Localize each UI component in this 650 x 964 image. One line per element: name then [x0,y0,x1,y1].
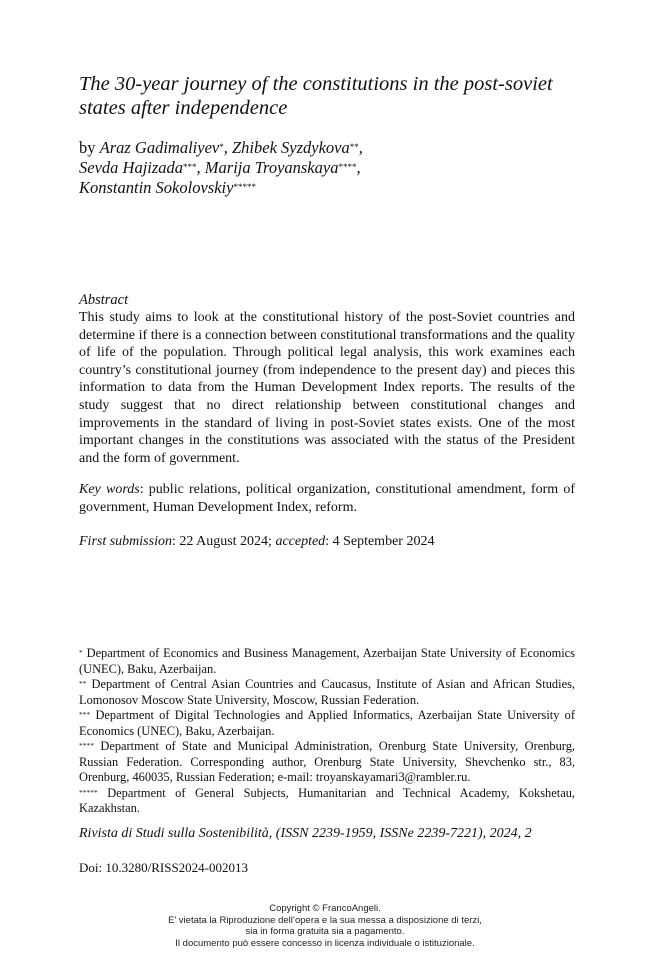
footnote [79,739,575,786]
author-mark: ** [349,142,359,152]
author-mark: *** [183,162,197,172]
accepted-value: : 4 September 2024 [325,534,435,549]
accepted-label: accepted [275,534,326,549]
copyright-line: E’ vietata la Riproduzione dell’opera e la sua messa a disposizione di terzi, [168,914,482,926]
author-name: Marija Troyanskaya [204,158,339,177]
keywords-text: : public relations, political organization, constitutional amendment, form of government, Human Development Index, reform. [79,482,575,515]
author-separator: , [356,158,361,177]
author-separator: , [196,158,205,177]
footnote-text: Department of State and Municipal Administration, Orenburg State University, Orenburg, Russian Federation. Corresponding author, Orenburg State University, Shevchenko str., 83, Orenburg, 460035, Russian Federation; e-mail: troyanskayamari3@rambler.ru. [79,739,575,784]
footnote-mark: **** [79,741,94,750]
submission-dates [79,533,575,551]
journal-citation: Rivista di Studi sulla Sostenibilità, (ISSN 2239-1959, ISSNe 2239-7221), 2024, 2 [79,826,532,841]
keywords [79,481,575,516]
author-list [79,138,579,198]
abstract-text: This study aims to look at the constitutional history of the post-Soviet countries and determine if there is a connection between constitutional transformations and the quality of life of the population. Through political legal analysis, this work examines each country’s constitutional journey (from independence to the present day) and pieces this information to data from the Human Development Index reports. The results of the study suggest that no direct relationship between constitutional changes and improvements in the standard of living in post-Soviet states exists. One of the most important changes in the constitutions was associated with the status of the President and the form of government. [79,310,575,466]
footnote [79,646,575,677]
author-mark: ***** [233,182,256,192]
authors-prefix: by [79,138,100,157]
paper-title: The 30-year journey of the constitutions in the post-soviet states after independence [79,73,553,119]
footnote-mark: * [79,648,83,657]
author-separator: , [223,138,232,157]
author-name: Araz Gadimaliyev [99,138,220,157]
author-mark: * [219,142,224,152]
copyright-line: Il documento può essere concesso in licenza individuale o istituzionale. [175,937,475,949]
footnote-text: Department of Central Asian Countries and Caucasus, Institute of Asian and African Studies, Lomonosov Moscow State University, Moscow, Russian Federation. [79,677,575,707]
doi: Doi: 10.3280/RISS2024-002013 [79,860,249,875]
copyright-notice [75,903,575,949]
copyright-line: sia in forma gratuita sia a pagamento. [245,926,405,938]
footnote-mark: ***** [79,787,98,797]
affiliation-footnotes [79,646,575,817]
footnote [79,786,575,817]
footnote-mark: ** [79,679,87,688]
abstract-heading: Abstract [79,292,129,308]
author-separator: , [358,138,363,157]
first-submission-value: : 22 August 2024; [171,534,276,549]
author-name: Konstantin Sokolovskiy [79,178,234,197]
copyright-line: Copyright © FrancoAngeli. [269,903,381,914]
author-mark: **** [338,162,357,172]
keywords-label: Key words [79,482,140,497]
author-name: Zhibek Syzdykova [231,138,350,157]
footnote [79,677,575,708]
footnote-text: Department of Digital Technologies and Applied Informatics, Azerbaijan State University of Economics (UNEC), Baku, Azerbaijan. [79,708,575,738]
footnote-mark: *** [79,710,91,719]
footnote-text: Department of General Subjects, Humanitarian and Technical Academy, Kokshetau, Kazakhstan. [79,785,575,815]
footnote [79,708,575,739]
author-name: Sevda Hajizada [79,158,184,177]
first-submission-label: First submission [79,534,172,549]
footnote-text: Department of Economics and Business Management, Azerbaijan State University of Economics (UNEC), Baku, Azerbaijan. [79,646,575,676]
